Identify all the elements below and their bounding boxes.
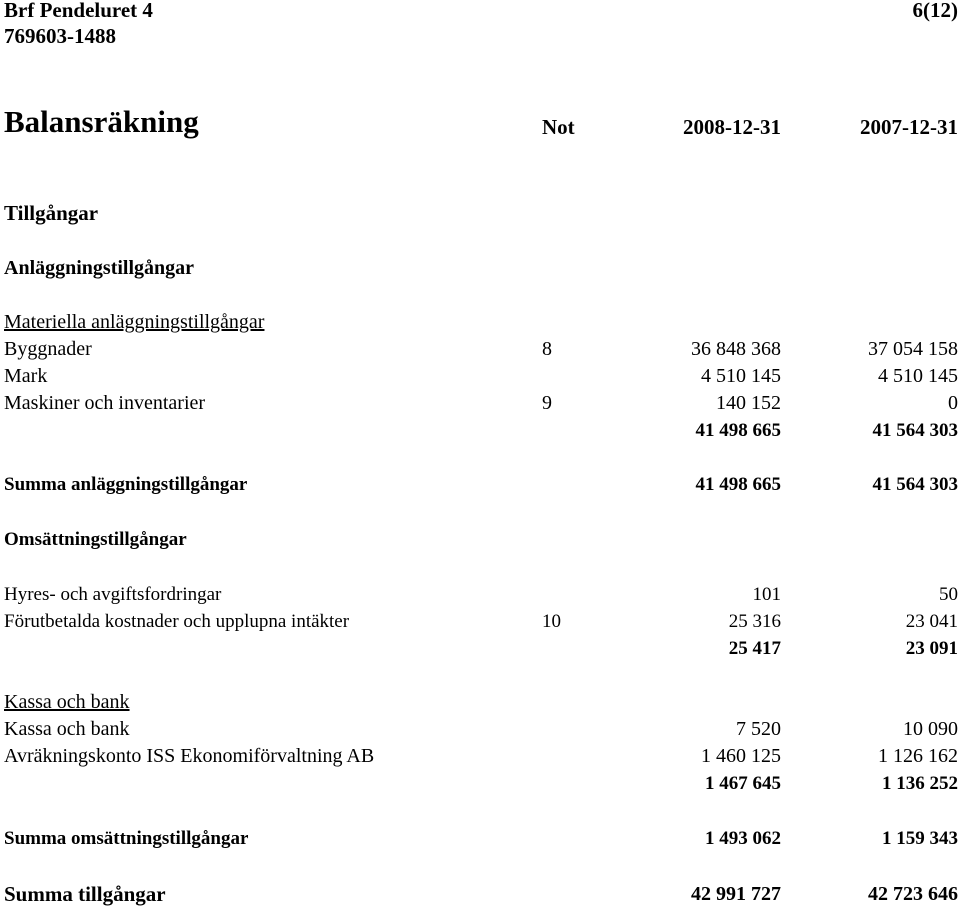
total-2007-anlaggningstillgangar: 41 564 303 xyxy=(872,474,958,495)
total-2008-tillgangar: 42 991 727 xyxy=(691,883,781,905)
total-label-omsattningstillgangar: Summa omsättningstillgångar xyxy=(4,828,249,849)
row-note-forutbetalda: 10 xyxy=(542,611,561,632)
row-label-hyres: Hyres- och avgiftsfordringar xyxy=(4,584,222,605)
org-name: Brf Pendeluret 4 xyxy=(4,0,153,22)
page-title: Balansräkning xyxy=(4,104,199,139)
row-note-maskiner: 9 xyxy=(542,392,552,414)
row-value-2008-hyres: 101 xyxy=(752,584,781,605)
row-label-kassa: Kassa och bank xyxy=(4,718,130,740)
row-note-byggnader: 8 xyxy=(542,338,552,360)
subsection-heading-kassa: Kassa och bank xyxy=(4,691,130,713)
row-label-avrakning: Avräkningskonto ISS Ekonomiförvaltning AB xyxy=(4,745,375,767)
column-header-2007: 2007-12-31 xyxy=(860,115,958,139)
row-value-2007-byggnader: 37 054 158 xyxy=(868,338,958,360)
row-label-mark: Mark xyxy=(4,365,48,387)
subtotal-2007-kassa: 1 136 252 xyxy=(882,773,958,794)
row-value-2007-maskiner: 0 xyxy=(948,392,958,414)
row-value-2008-forutbetalda: 25 316 xyxy=(728,611,781,632)
row-value-2007-kassa: 10 090 xyxy=(903,718,958,740)
total-2007-tillgangar: 42 723 646 xyxy=(868,883,958,905)
total-2007-omsattningstillgangar: 1 159 343 xyxy=(882,828,958,849)
column-header-note: Not xyxy=(542,115,575,139)
subsection-heading-materiella: Materiella anläggningstillgångar xyxy=(4,311,265,333)
row-label-maskiner: Maskiner och inventarier xyxy=(4,392,206,414)
page-number: 6(12) xyxy=(912,0,958,22)
subtotal-2008-kassa: 1 467 645 xyxy=(705,773,781,794)
row-value-2008-kassa: 7 520 xyxy=(736,718,781,740)
subtotal-2007-fordringar: 23 091 xyxy=(905,638,958,659)
row-value-2008-mark: 4 510 145 xyxy=(701,365,781,387)
section-heading-tillgangar: Tillgångar xyxy=(4,201,99,225)
total-label-tillgangar: Summa tillgångar xyxy=(4,882,166,906)
total-2008-anlaggningstillgangar: 41 498 665 xyxy=(695,474,781,495)
section-heading-omsattningstillgangar: Omsättningstillgångar xyxy=(4,529,187,550)
subtotal-2008-materiella: 41 498 665 xyxy=(695,420,781,441)
subtotal-2007-materiella: 41 564 303 xyxy=(872,420,958,441)
row-value-2007-forutbetalda: 23 041 xyxy=(905,611,958,632)
row-value-2008-avrakning: 1 460 125 xyxy=(701,745,781,767)
section-heading-anlaggningstillgangar: Anläggningstillgångar xyxy=(4,257,195,279)
row-label-byggnader: Byggnader xyxy=(4,338,92,360)
row-value-2007-mark: 4 510 145 xyxy=(878,365,958,387)
total-label-anlaggningstillgangar: Summa anläggningstillgångar xyxy=(4,474,248,495)
total-2008-omsattningstillgangar: 1 493 062 xyxy=(705,828,781,849)
row-value-2007-avrakning: 1 126 162 xyxy=(878,745,958,767)
org-number: 769603-1488 xyxy=(4,24,116,48)
row-label-forutbetalda: Förutbetalda kostnader och upplupna intäkter xyxy=(4,611,350,632)
row-value-2007-hyres: 50 xyxy=(939,584,958,605)
row-value-2008-byggnader: 36 848 368 xyxy=(691,338,781,360)
column-header-2008: 2008-12-31 xyxy=(683,115,781,139)
row-value-2008-maskiner: 140 152 xyxy=(716,392,781,414)
subtotal-2008-fordringar: 25 417 xyxy=(728,638,781,659)
